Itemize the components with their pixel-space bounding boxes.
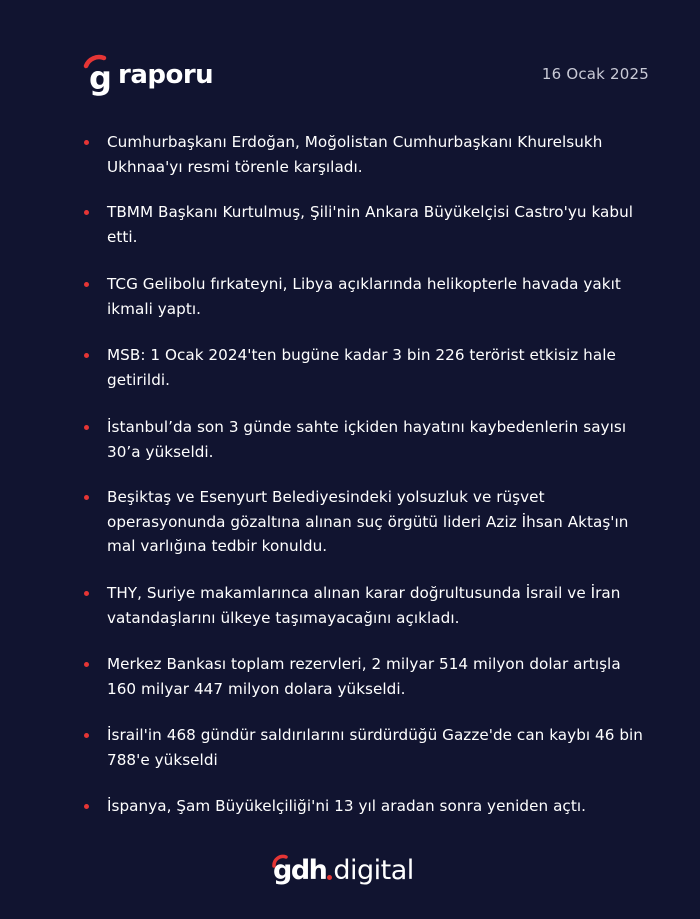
news-text: TBMM Başkanı Kurtulmuş, Şili'nin Ankara Büyükelçisi Castro'yu kabul etti. [107,203,634,246]
news-text: İsrail'in 468 gündür saldırılarını sürdürdüğü Gazze'de can kaybı 46 bin 788'e yükseldi [107,726,643,769]
red-dot-icon [84,804,89,809]
red-dot-icon [84,140,89,145]
red-dot-icon [84,282,89,287]
red-dot-icon [84,662,89,667]
news-text: TCG Gelibolu fırkateyni, Libya açıklarında helikopterle havada yakıt ikmali yaptı. [107,275,621,318]
red-dot-icon [84,425,89,430]
graporu-logo[interactable] [80,50,213,102]
news-item [84,272,644,343]
graporu-logo-letter: g [89,59,112,97]
report-date: 16 Ocak 2025 [541,65,649,83]
news-text: İspanya, Şam Büyükelçiliği'ni 13 yıl aradan sonra yeniden açtı. [107,797,586,815]
news-text: İstanbul’da son 3 günde sahte içkiden hayatını kaybedenlerin sayısı 30’a yükseldi. [107,418,627,461]
news-text: Beşiktaş ve Esenyurt Belediyesindeki yolsuzluk ve rüşvet operasyonunda gözaltına alınan suç örgütü lideri Aziz İhsan Aktaş'ın mal varlığına tedbir konuldu. [107,488,629,555]
red-dot-icon [84,733,89,738]
news-item [84,581,644,652]
news-item [84,130,644,200]
graporu-logo-icon [80,52,120,102]
red-dot-icon [84,495,89,500]
news-text: THY, Suriye makamlarınca alınan karar doğrultusunda İsrail ve İran vatandaşlarını ülkeye taşımayacağını açıkladı. [107,584,621,627]
news-item [84,723,644,794]
news-text: Merkez Bankası toplam rezervleri, 2 milyar 514 milyon dolar artışla 160 milyar 447 milyon dolara yükseldi. [107,655,621,698]
footer-brand-light: digital [333,854,414,886]
news-item [84,415,644,485]
footer-brand-bold: gdh [273,854,327,886]
gdh-digital-logo[interactable] [273,848,414,892]
red-dot-icon [84,210,89,215]
news-item [84,343,644,415]
news-item [84,485,644,581]
red-dot-icon [84,353,89,358]
red-dot-icon [327,875,332,880]
news-text: MSB: 1 Ocak 2024'ten bugüne kadar 3 bin 226 terörist etkisiz hale getirildi. [107,346,616,389]
news-item [84,794,644,824]
gdh-logo-arc-icon [271,854,291,870]
red-dot-icon [84,591,89,596]
news-item [84,200,644,272]
news-item [84,652,644,723]
graporu-logo-text: raporu [118,60,214,90]
news-text: Cumhurbaşkanı Erdoğan, Moğolistan Cumhurbaşkanı Khurelsukh Ukhnaa'yı resmi törenle karşıladı. [107,133,603,176]
news-list [84,130,644,824]
